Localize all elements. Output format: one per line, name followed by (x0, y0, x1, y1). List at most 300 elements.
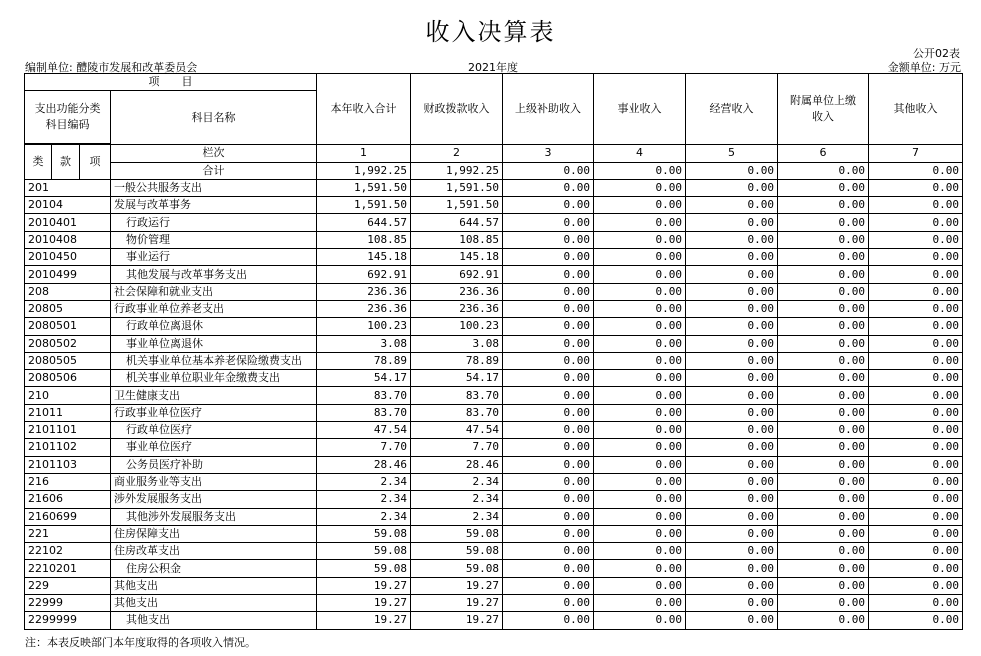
header-col-6: 附属单位上缴收入 (778, 74, 869, 145)
row-value: 59.08 (411, 560, 503, 577)
row-value: 0.00 (594, 473, 686, 490)
row-value: 54.17 (411, 370, 503, 387)
row-code: 2080505 (25, 352, 111, 369)
table-row (25, 266, 963, 283)
row-value: 0.00 (594, 300, 686, 317)
table-row (25, 439, 963, 456)
row-value: 644.57 (317, 214, 411, 231)
row-value: 0.00 (594, 335, 686, 352)
row-code: 2080501 (25, 318, 111, 335)
row-value: 0.00 (503, 335, 594, 352)
income-table (24, 73, 963, 630)
row-value: 0.00 (869, 179, 963, 196)
row-value: 0.00 (686, 318, 778, 335)
row-value: 2.34 (411, 473, 503, 490)
row-value: 19.27 (317, 612, 411, 629)
meta-row (25, 59, 961, 73)
row-value: 0.00 (778, 491, 869, 508)
row-value: 0.00 (778, 370, 869, 387)
compiling-unit: 编制单位: 醴陵市发展和改革委员会 (25, 61, 198, 74)
table-row (25, 283, 963, 300)
row-code: 210 (25, 387, 111, 404)
row-value: 0.00 (686, 335, 778, 352)
row-value: 0.00 (778, 300, 869, 317)
row-value: 0.00 (594, 456, 686, 473)
row-subject-name: 行政事业单位养老支出 (111, 300, 317, 317)
row-value: 108.85 (411, 231, 503, 248)
row-value: 0.00 (778, 283, 869, 300)
header-row-1 (25, 74, 963, 91)
table-row (25, 249, 963, 266)
header-col-2: 财政拨款收入 (411, 74, 503, 145)
header-lei: 类 (25, 145, 52, 180)
row-value: 0.00 (869, 456, 963, 473)
row-value: 0.00 (686, 508, 778, 525)
row-value: 0.00 (869, 508, 963, 525)
row-value: 0.00 (503, 231, 594, 248)
total-value: 0.00 (778, 162, 869, 179)
row-value: 0.00 (503, 283, 594, 300)
table-row (25, 179, 963, 196)
row-value: 0.00 (686, 197, 778, 214)
table-row (25, 352, 963, 369)
row-code: 20805 (25, 300, 111, 317)
row-value: 0.00 (869, 352, 963, 369)
row-value: 0.00 (594, 197, 686, 214)
row-value: 0.00 (503, 300, 594, 317)
row-value: 236.36 (411, 283, 503, 300)
form-code: 公开02表 (913, 47, 960, 60)
row-code: 2010499 (25, 266, 111, 283)
row-subject-name: 行政事业单位医疗 (111, 404, 317, 421)
row-value: 0.00 (503, 318, 594, 335)
row-value: 0.00 (778, 612, 869, 629)
row-value: 0.00 (594, 491, 686, 508)
row-value: 0.00 (594, 560, 686, 577)
row-value: 83.70 (317, 404, 411, 421)
row-value: 0.00 (778, 560, 869, 577)
row-value: 0.00 (778, 318, 869, 335)
row-value: 0.00 (869, 422, 963, 439)
row-subject-name: 卫生健康支出 (111, 387, 317, 404)
row-value: 0.00 (869, 197, 963, 214)
row-value: 0.00 (686, 473, 778, 490)
row-value: 0.00 (594, 214, 686, 231)
table-row (25, 404, 963, 421)
header-col-3: 上级补助收入 (503, 74, 594, 145)
row-code: 2101102 (25, 439, 111, 456)
header-func-class: 支出功能分类科目编码 (25, 91, 111, 144)
row-value: 0.00 (503, 249, 594, 266)
header-subject-name: 科目名称 (111, 91, 317, 145)
row-value: 0.00 (869, 231, 963, 248)
row-value: 0.00 (869, 543, 963, 560)
row-code: 22102 (25, 543, 111, 560)
row-value: 0.00 (594, 283, 686, 300)
row-value: 0.00 (778, 352, 869, 369)
header-col-4: 事业收入 (594, 74, 686, 145)
row-subject-name: 社会保障和就业支出 (111, 283, 317, 300)
header-xiang: 项 (80, 145, 111, 180)
row-value: 0.00 (594, 595, 686, 612)
row-subject-name: 其他支出 (111, 612, 317, 629)
row-value: 59.08 (411, 543, 503, 560)
table-row (25, 577, 963, 594)
row-code: 21011 (25, 404, 111, 421)
row-value: 0.00 (686, 456, 778, 473)
table-row (25, 300, 963, 317)
row-value: 0.00 (778, 456, 869, 473)
row-value: 0.00 (686, 439, 778, 456)
table-row (25, 491, 963, 508)
row-value: 47.54 (411, 422, 503, 439)
row-value: 0.00 (503, 491, 594, 508)
row-value: 0.00 (594, 352, 686, 369)
table-row (25, 612, 963, 629)
header-kuan: 款 (52, 145, 80, 180)
row-code: 208 (25, 283, 111, 300)
row-value: 7.70 (317, 439, 411, 456)
row-value: 0.00 (686, 283, 778, 300)
row-subject-name: 行政单位离退休 (111, 318, 317, 335)
header-row-4 (25, 145, 963, 162)
row-value: 0.00 (869, 595, 963, 612)
row-value: 236.36 (317, 300, 411, 317)
row-code: 2080506 (25, 370, 111, 387)
row-value: 0.00 (869, 300, 963, 317)
row-value: 0.00 (686, 179, 778, 196)
row-value: 108.85 (317, 231, 411, 248)
table-row (25, 560, 963, 577)
row-value: 2.34 (317, 473, 411, 490)
table-row (25, 595, 963, 612)
table-row (25, 473, 963, 490)
header-col-5: 经营收入 (686, 74, 778, 145)
row-value: 54.17 (317, 370, 411, 387)
row-subject-name: 其他涉外发展服务支出 (111, 508, 317, 525)
row-value: 0.00 (778, 508, 869, 525)
row-value: 0.00 (503, 508, 594, 525)
seq-7: 7 (869, 145, 963, 162)
header-item: 项 目 (25, 74, 317, 91)
row-code: 216 (25, 473, 111, 490)
row-value: 1,591.50 (411, 179, 503, 196)
row-subject-name: 一般公共服务支出 (111, 179, 317, 196)
row-subject-name: 物价管理 (111, 231, 317, 248)
row-value: 0.00 (686, 525, 778, 542)
row-value: 0.00 (778, 404, 869, 421)
footnote: 注：本表反映部门本年度取得的各项收入情况。 (25, 636, 256, 649)
row-value: 0.00 (594, 387, 686, 404)
row-value: 19.27 (411, 612, 503, 629)
row-value: 0.00 (869, 214, 963, 231)
row-value: 2.34 (317, 491, 411, 508)
row-code: 2080502 (25, 335, 111, 352)
row-value: 0.00 (503, 543, 594, 560)
row-value: 0.00 (503, 422, 594, 439)
row-value: 0.00 (594, 179, 686, 196)
row-value: 2.34 (317, 508, 411, 525)
row-value: 0.00 (778, 335, 869, 352)
row-value: 0.00 (869, 404, 963, 421)
row-value: 0.00 (869, 491, 963, 508)
total-row (25, 162, 963, 179)
seq-2: 2 (411, 145, 503, 162)
seq-5: 5 (686, 145, 778, 162)
row-value: 0.00 (778, 422, 869, 439)
row-value: 0.00 (594, 577, 686, 594)
row-value: 0.00 (594, 422, 686, 439)
row-value: 0.00 (686, 543, 778, 560)
row-value: 0.00 (686, 231, 778, 248)
row-value: 0.00 (594, 404, 686, 421)
header-col-seq: 栏次 (111, 145, 317, 162)
row-value: 0.00 (778, 387, 869, 404)
row-code: 2160699 (25, 508, 111, 525)
row-subject-name: 机关事业单位职业年金缴费支出 (111, 370, 317, 387)
table-row (25, 370, 963, 387)
row-value: 0.00 (503, 387, 594, 404)
total-value: 1,992.25 (411, 162, 503, 179)
row-value: 0.00 (778, 179, 869, 196)
row-value: 0.00 (869, 335, 963, 352)
row-value: 3.08 (411, 335, 503, 352)
page-title: 收入决算表 (425, 18, 556, 46)
row-subject-name: 公务员医疗补助 (111, 456, 317, 473)
row-value: 236.36 (317, 283, 411, 300)
row-value: 0.00 (594, 370, 686, 387)
row-value: 0.00 (778, 473, 869, 490)
total-value: 0.00 (594, 162, 686, 179)
table-body (25, 179, 963, 629)
row-subject-name: 涉外发展服务支出 (111, 491, 317, 508)
total-value: 1,992.25 (317, 162, 411, 179)
row-subject-name: 其他发展与改革事务支出 (111, 266, 317, 283)
table-row (25, 525, 963, 542)
row-value: 0.00 (778, 595, 869, 612)
row-code: 2210201 (25, 560, 111, 577)
row-value: 0.00 (594, 266, 686, 283)
row-value: 0.00 (869, 560, 963, 577)
row-value: 28.46 (317, 456, 411, 473)
row-value: 0.00 (686, 214, 778, 231)
row-value: 0.00 (594, 543, 686, 560)
row-value: 0.00 (686, 300, 778, 317)
row-value: 0.00 (686, 249, 778, 266)
row-code: 2010408 (25, 231, 111, 248)
row-value: 0.00 (686, 595, 778, 612)
row-value: 0.00 (778, 231, 869, 248)
row-code: 20104 (25, 197, 111, 214)
row-value: 83.70 (317, 387, 411, 404)
header-col-1: 本年收入合计 (317, 74, 411, 145)
row-value: 0.00 (503, 266, 594, 283)
row-value: 0.00 (503, 370, 594, 387)
row-value: 1,591.50 (317, 197, 411, 214)
row-value: 0.00 (778, 214, 869, 231)
table-row (25, 456, 963, 473)
row-value: 0.00 (503, 595, 594, 612)
seq-3: 3 (503, 145, 594, 162)
row-code: 221 (25, 525, 111, 542)
row-value: 0.00 (594, 439, 686, 456)
seq-1: 1 (317, 145, 411, 162)
row-value: 0.00 (503, 352, 594, 369)
row-code: 2101101 (25, 422, 111, 439)
row-value: 59.08 (317, 525, 411, 542)
row-value: 0.00 (503, 214, 594, 231)
row-value: 19.27 (317, 595, 411, 612)
total-value: 0.00 (686, 162, 778, 179)
money-unit: 金额单位: 万元 (887, 61, 961, 74)
row-value: 692.91 (317, 266, 411, 283)
row-value: 2.34 (411, 508, 503, 525)
row-value: 0.00 (869, 612, 963, 629)
row-value: 0.00 (594, 231, 686, 248)
row-subject-name: 事业单位医疗 (111, 439, 317, 456)
table-row (25, 197, 963, 214)
row-subject-name: 其他支出 (111, 577, 317, 594)
row-value: 0.00 (869, 473, 963, 490)
row-code: 201 (25, 179, 111, 196)
row-value: 0.00 (778, 249, 869, 266)
row-value: 0.00 (503, 404, 594, 421)
row-value: 0.00 (594, 249, 686, 266)
row-code: 22999 (25, 595, 111, 612)
row-value: 0.00 (686, 352, 778, 369)
row-value: 0.00 (869, 370, 963, 387)
row-subject-name: 行政单位医疗 (111, 422, 317, 439)
row-value: 59.08 (317, 543, 411, 560)
row-value: 2.34 (411, 491, 503, 508)
total-value: 0.00 (503, 162, 594, 179)
row-value: 644.57 (411, 214, 503, 231)
row-value: 0.00 (503, 179, 594, 196)
row-subject-name: 其他支出 (111, 595, 317, 612)
row-value: 0.00 (778, 439, 869, 456)
row-value: 0.00 (686, 491, 778, 508)
row-value: 83.70 (411, 404, 503, 421)
row-value: 0.00 (869, 249, 963, 266)
row-value: 0.00 (503, 525, 594, 542)
row-value: 100.23 (317, 318, 411, 335)
row-value: 0.00 (869, 577, 963, 594)
table-row (25, 231, 963, 248)
row-value: 3.08 (317, 335, 411, 352)
row-value: 0.00 (778, 577, 869, 594)
row-value: 145.18 (411, 249, 503, 266)
row-value: 83.70 (411, 387, 503, 404)
table-row (25, 318, 963, 335)
row-value: 0.00 (503, 560, 594, 577)
row-subject-name: 机关事业单位基本养老保险缴费支出 (111, 352, 317, 369)
row-value: 0.00 (594, 525, 686, 542)
row-code: 2101103 (25, 456, 111, 473)
row-value: 0.00 (686, 266, 778, 283)
row-value: 19.27 (317, 577, 411, 594)
row-value: 1,591.50 (317, 179, 411, 196)
table-row (25, 422, 963, 439)
table-row (25, 214, 963, 231)
row-value: 1,591.50 (411, 197, 503, 214)
row-value: 145.18 (317, 249, 411, 266)
total-value: 0.00 (869, 162, 963, 179)
row-subject-name: 住房改革支出 (111, 543, 317, 560)
row-value: 59.08 (317, 560, 411, 577)
row-value: 0.00 (594, 508, 686, 525)
row-subject-name: 住房公积金 (111, 560, 317, 577)
row-value: 0.00 (778, 266, 869, 283)
row-code: 21606 (25, 491, 111, 508)
row-subject-name: 住房保障支出 (111, 525, 317, 542)
row-value: 0.00 (686, 370, 778, 387)
row-subject-name: 行政运行 (111, 214, 317, 231)
row-value: 0.00 (594, 612, 686, 629)
row-value: 0.00 (869, 266, 963, 283)
table-row (25, 508, 963, 525)
row-value: 19.27 (411, 595, 503, 612)
row-value: 100.23 (411, 318, 503, 335)
row-code: 2299999 (25, 612, 111, 629)
row-value: 0.00 (869, 283, 963, 300)
row-code: 2010401 (25, 214, 111, 231)
table-row (25, 335, 963, 352)
row-value: 0.00 (503, 473, 594, 490)
row-value: 0.00 (778, 543, 869, 560)
row-value: 28.46 (411, 456, 503, 473)
row-value: 0.00 (503, 197, 594, 214)
fiscal-year: 2021年度 (468, 61, 518, 74)
row-value: 0.00 (869, 387, 963, 404)
table-row (25, 387, 963, 404)
row-subject-name: 事业单位离退休 (111, 335, 317, 352)
row-subject-name: 发展与改革事务 (111, 197, 317, 214)
row-value: 0.00 (686, 560, 778, 577)
row-value: 47.54 (317, 422, 411, 439)
row-value: 0.00 (686, 404, 778, 421)
row-value: 0.00 (503, 577, 594, 594)
row-value: 78.89 (411, 352, 503, 369)
row-value: 78.89 (317, 352, 411, 369)
row-value: 0.00 (869, 318, 963, 335)
row-value: 0.00 (869, 525, 963, 542)
row-value: 0.00 (686, 612, 778, 629)
row-value: 692.91 (411, 266, 503, 283)
seq-6: 6 (778, 145, 869, 162)
row-subject-name: 事业运行 (111, 249, 317, 266)
row-value: 0.00 (778, 525, 869, 542)
row-value: 236.36 (411, 300, 503, 317)
row-value: 0.00 (686, 387, 778, 404)
row-value: 59.08 (411, 525, 503, 542)
row-value: 0.00 (869, 439, 963, 456)
row-value: 19.27 (411, 577, 503, 594)
row-value: 0.00 (503, 439, 594, 456)
row-value: 0.00 (503, 456, 594, 473)
table-row (25, 543, 963, 560)
row-value: 0.00 (686, 422, 778, 439)
row-value: 0.00 (503, 612, 594, 629)
row-value: 0.00 (686, 577, 778, 594)
row-subject-name: 商业服务业等支出 (111, 473, 317, 490)
total-label: 合计 (111, 162, 317, 179)
seq-4: 4 (594, 145, 686, 162)
row-value: 0.00 (778, 197, 869, 214)
row-code: 2010450 (25, 249, 111, 266)
row-value: 7.70 (411, 439, 503, 456)
row-code: 229 (25, 577, 111, 594)
row-value: 0.00 (594, 318, 686, 335)
